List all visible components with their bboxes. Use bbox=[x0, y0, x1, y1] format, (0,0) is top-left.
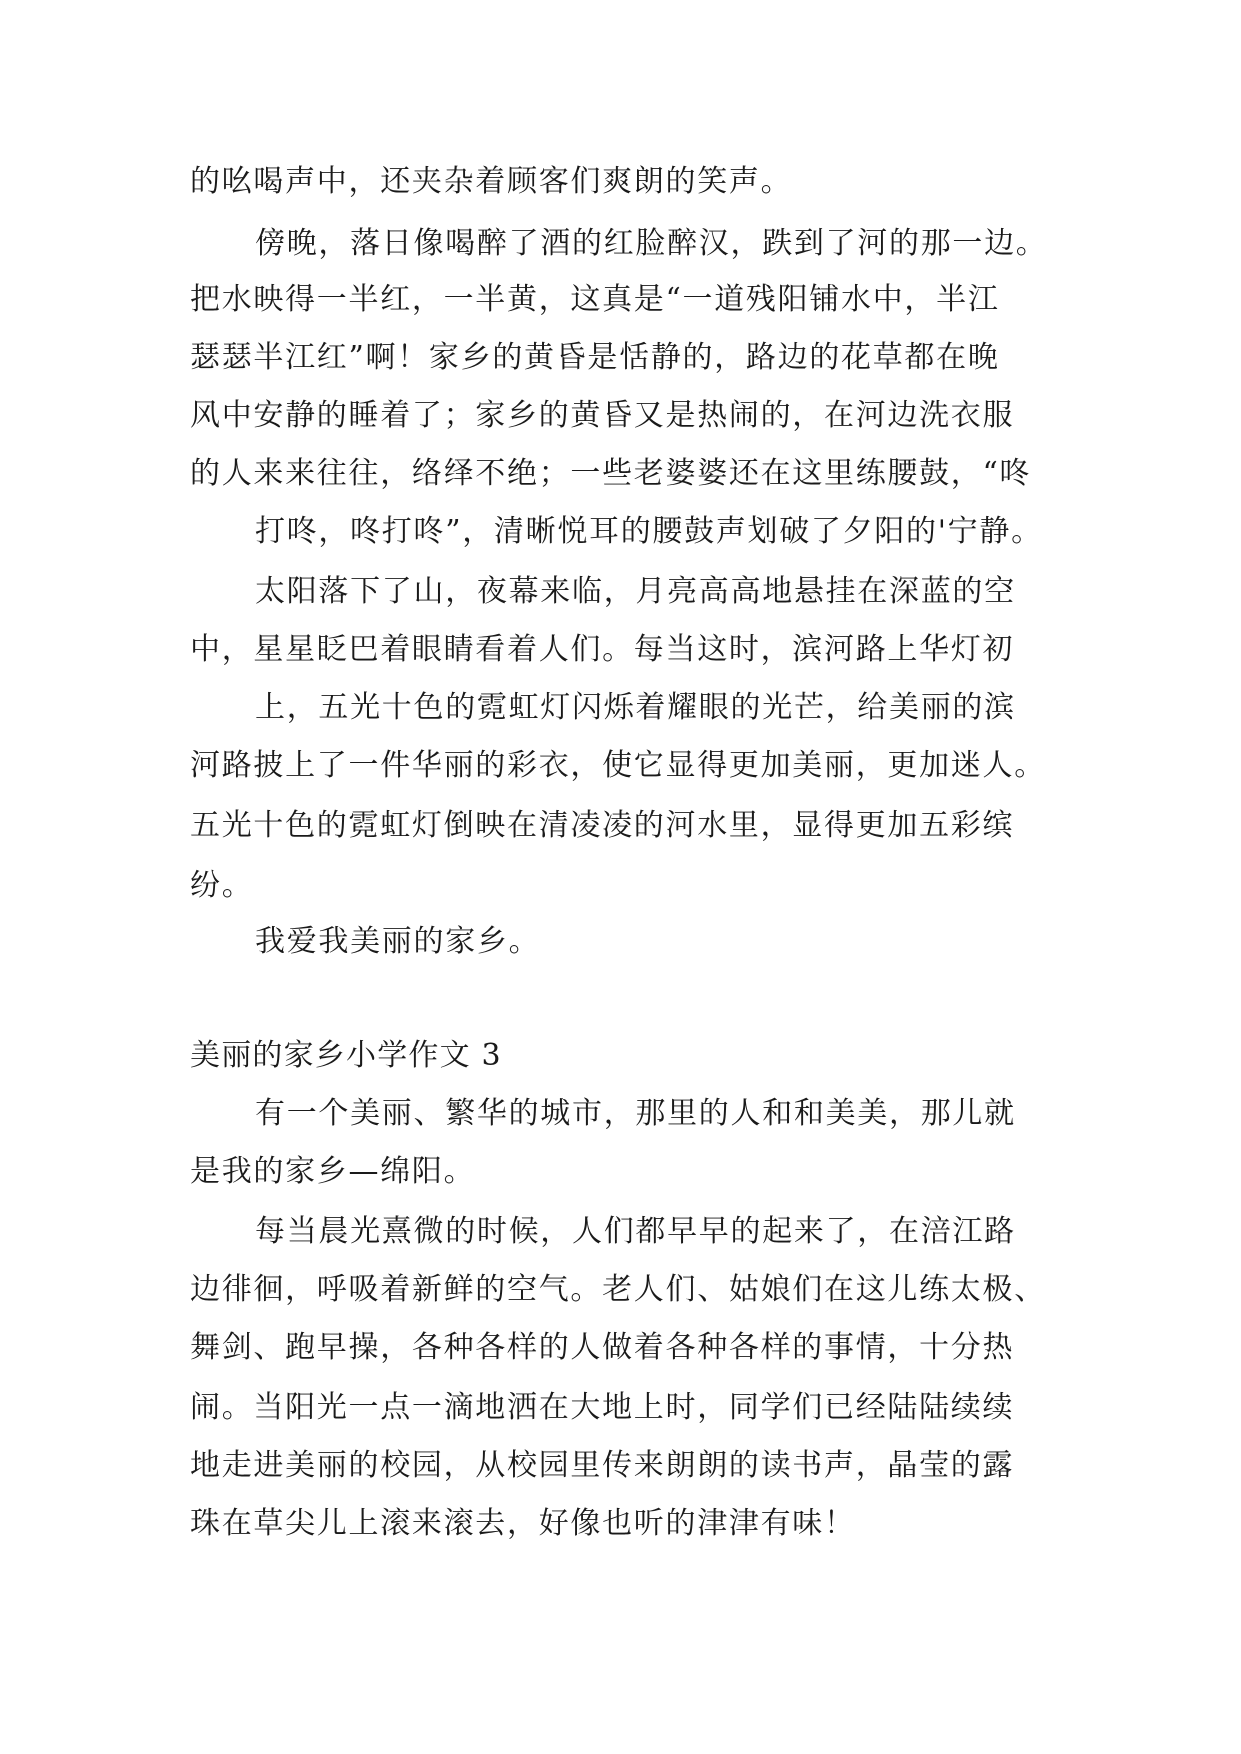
text-line: 的人来来往往，络绎不绝；一些老婆婆还在这里练腰鼓，“咚 bbox=[190, 456, 1032, 491]
text-line: 河路披上了一件华丽的彩衣，使它显得更加美丽，更加迷人。 bbox=[190, 748, 1046, 783]
text-line: 打咚，咚打咚”，清晰悦耳的腰鼓声划破了夕阳的'宁静。 bbox=[255, 514, 1043, 549]
text-line: 有一个美丽、繁华的城市，那里的人和和美美，那儿就 bbox=[255, 1096, 1016, 1131]
text-line: 瑟瑟半江红”啊！家乡的黄昏是恬静的，路边的花草都在晚 bbox=[190, 340, 1000, 375]
text-line: 把水映得一半红，一半黄，这真是“一道残阳铺水中，半江 bbox=[190, 282, 1000, 317]
text-line: 风中安静的睡着了；家乡的黄昏又是热闹的，在河边洗衣服 bbox=[190, 398, 1015, 433]
text-line: 每当晨光熹微的时候，人们都早早的起来了，在涪江路 bbox=[255, 1214, 1016, 1249]
text-line: 我爱我美丽的家乡。 bbox=[255, 924, 541, 959]
text-line: 是我的家乡—绵阳。 bbox=[190, 1154, 476, 1189]
text-line: 闹。当阳光一点一滴地洒在大地上时，同学们已经陆陆续续 bbox=[190, 1390, 1015, 1425]
text-line: 太阳落下了山，夜幕来临，月亮高高地悬挂在深蓝的空 bbox=[255, 574, 1016, 609]
text-line: 纷。 bbox=[190, 868, 254, 903]
text-line: 舞剑、跑早操，各种各样的人做着各种各样的事情，十分热 bbox=[190, 1330, 1015, 1365]
text-line: 五光十色的霓虹灯倒映在清凌凌的河水里，显得更加五彩缤 bbox=[190, 808, 1015, 843]
section-heading: 美丽的家乡小学作文 3 bbox=[190, 1038, 502, 1073]
text-line: 傍晚，落日像喝醉了酒的红脸醉汉，跌到了河的那一边。 bbox=[255, 226, 1048, 261]
text-line: 上，五光十色的霓虹灯闪烁着耀眼的光芒，给美丽的滨 bbox=[255, 690, 1016, 725]
text-line: 边徘徊，呼吸着新鲜的空气。老人们、姑娘们在这儿练太极、 bbox=[190, 1272, 1046, 1307]
text-line: 地走进美丽的校园，从校园里传来朗朗的读书声，晶莹的露 bbox=[190, 1448, 1015, 1483]
text-line: 珠在草尖儿上滚来滚去，好像也听的津津有味！ bbox=[190, 1506, 856, 1541]
text-line: 中，星星眨巴着眼睛看着人们。每当这时，滨河路上华灯初 bbox=[190, 632, 1015, 667]
text-line: 的吆喝声中，还夹杂着顾客们爽朗的笑声。 bbox=[190, 164, 793, 199]
